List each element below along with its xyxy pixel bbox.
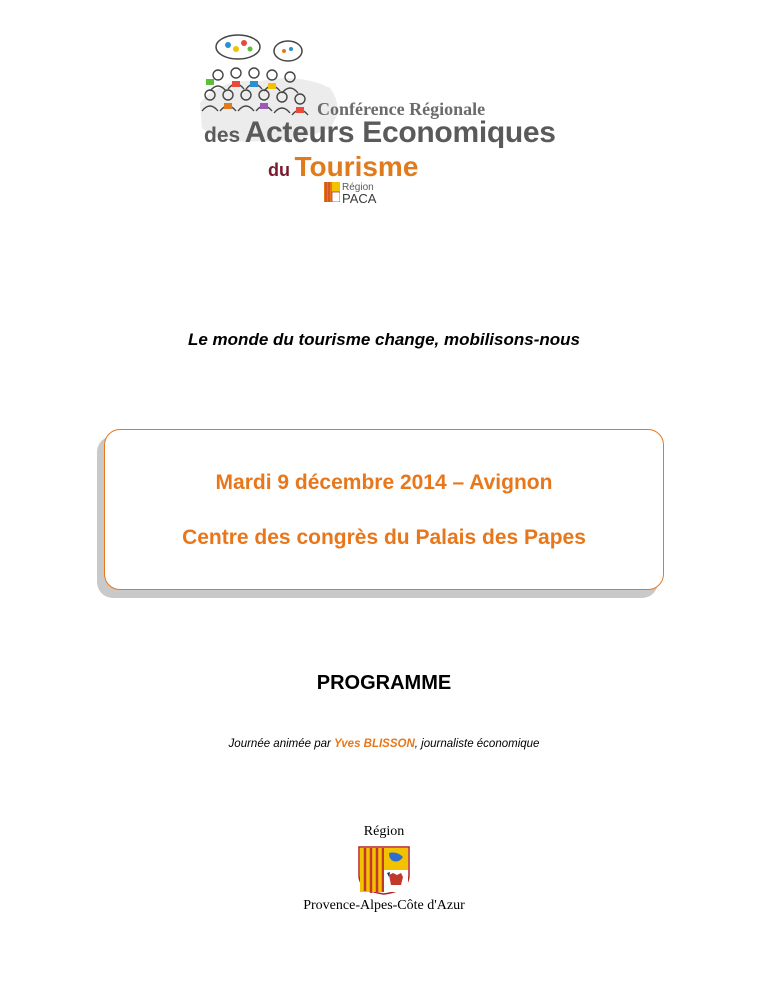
logo-tourisme <box>268 151 418 183</box>
footer-region-label: Région <box>363 824 405 839</box>
logo-conference-regionale: Conférence Régionale <box>317 99 486 119</box>
footer-region-name: Provence-Alpes-Côte d'Azur <box>303 898 465 913</box>
tagline: Le monde du tourisme change, mobilisons-nous <box>188 330 580 349</box>
badge-paca: PACA <box>342 191 377 206</box>
region-shield-icon <box>357 845 411 895</box>
conference-logo <box>180 33 588 208</box>
event-venue: Centre des congrès du Palais des Papes <box>182 526 586 549</box>
programme-heading: PROGRAMME <box>316 672 452 694</box>
host-prefix: Journée animée par <box>228 738 335 750</box>
event-date: Mardi 9 décembre 2014 – Avignon <box>215 471 553 494</box>
logo-du: du <box>268 160 290 180</box>
host-line <box>0 738 768 750</box>
logo-tourisme-word: Tourisme <box>294 151 419 182</box>
badge-region: Région <box>342 182 374 193</box>
host-suffix: , journaliste économique <box>414 738 540 750</box>
logo-acteurs-economiques <box>204 116 556 150</box>
event-frame <box>104 429 664 590</box>
host-name: Yves BLISSON <box>334 738 415 750</box>
region-paca-badge-icon <box>324 182 340 202</box>
logo-acteurs: Acteurs Economiques <box>244 116 556 149</box>
logo-des: des <box>204 124 241 147</box>
region-paca-text <box>342 182 376 204</box>
